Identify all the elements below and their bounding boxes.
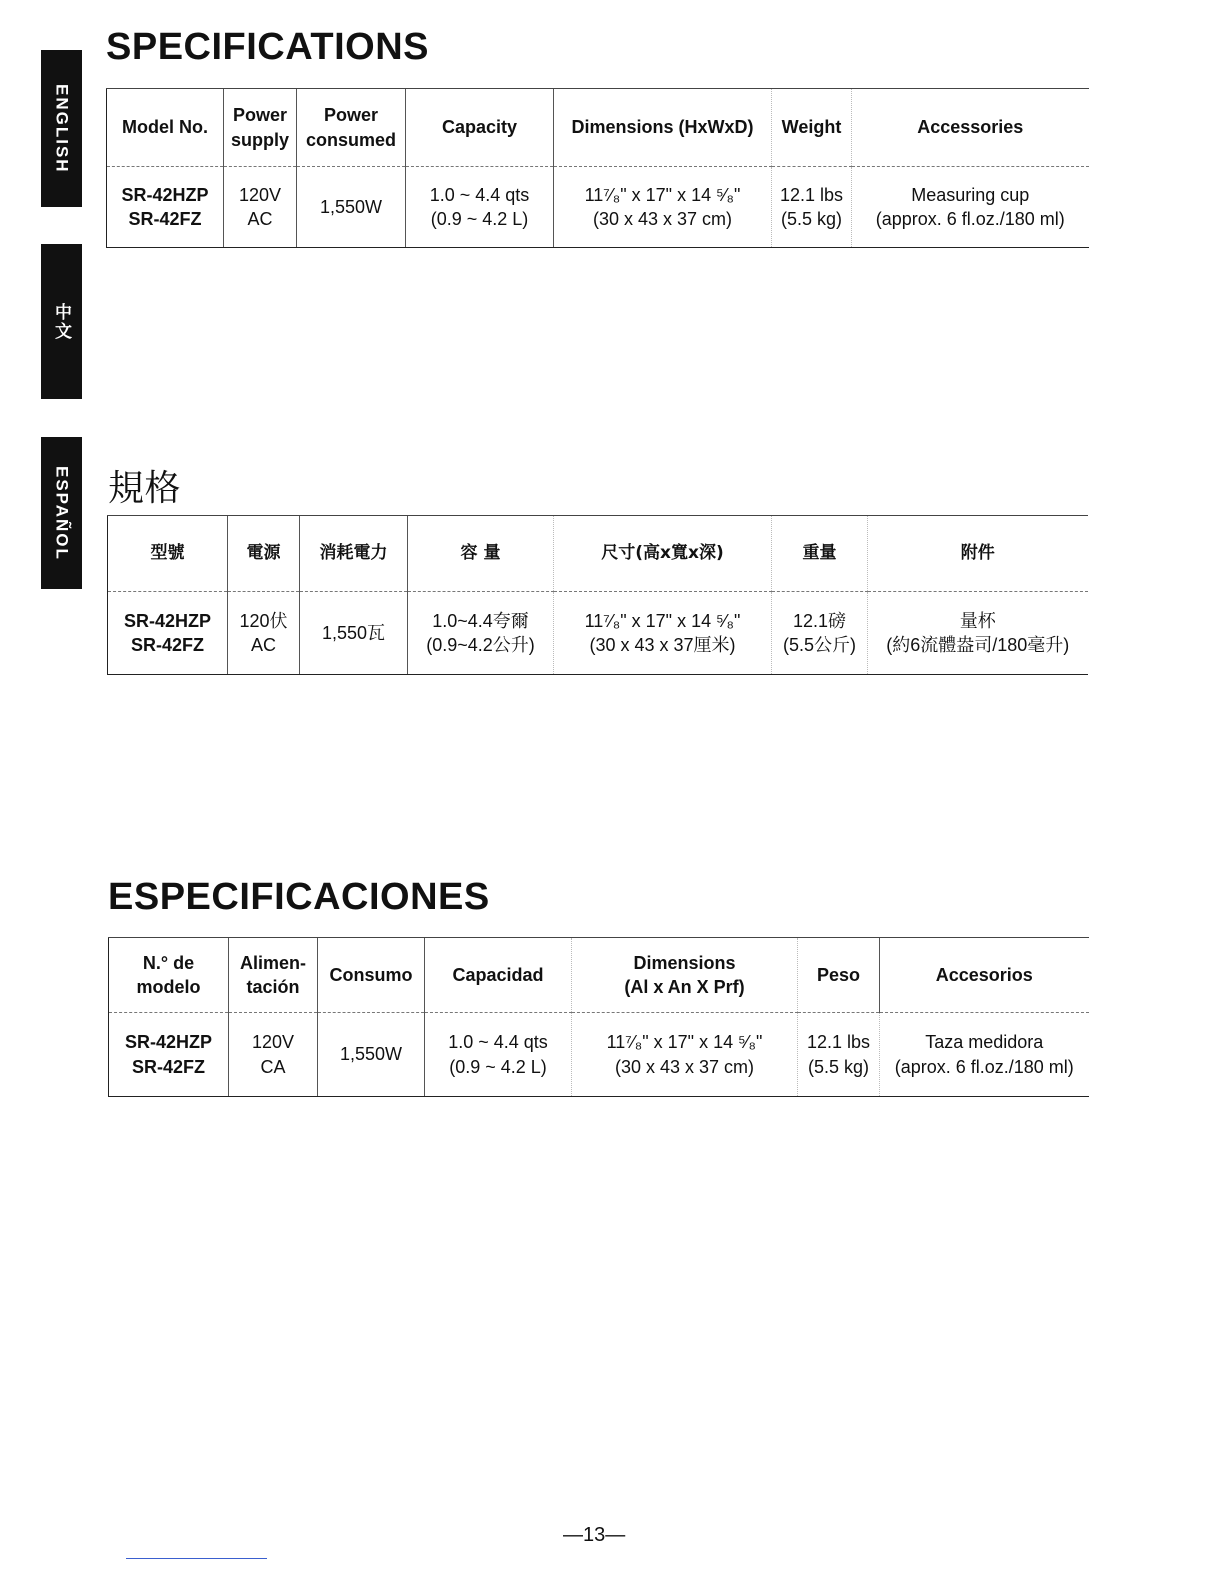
table-header-row xyxy=(107,89,1089,167)
cell-accessories: Taza medidora (aprox. 6 fl.oz./180 ml) xyxy=(880,1013,1089,1097)
header-model: 型號 xyxy=(108,516,228,592)
section-heading-chinese: 規格 xyxy=(108,468,182,509)
cell-model: SR-42HZP SR-42FZ xyxy=(109,1013,229,1097)
footer-rule xyxy=(126,1558,267,1559)
cell-accessories: 量杯 (約6流體盎司/180毫升) xyxy=(868,592,1088,675)
cell-model: SR-42HZP SR-42FZ xyxy=(107,167,224,248)
table-row xyxy=(109,1013,1089,1097)
header-power-supply: Power supply xyxy=(224,89,297,167)
tab-label: ESPAÑOL xyxy=(52,465,72,561)
language-tab-english xyxy=(41,50,82,207)
language-tab-chinese xyxy=(41,244,82,399)
header-dimensions: 尺寸(高x寬x深) xyxy=(554,516,772,592)
header-model: N.° de modelo xyxy=(109,938,229,1013)
section-heading-english: SPECIFICATIONS xyxy=(106,26,429,68)
cell-capacity: 1.0~4.4夸爾 (0.9~4.2公升) xyxy=(408,592,554,675)
cell-dimensions: 11⁷⁄₈" x 17" x 14 ⁵⁄₈" (30 x 43 x 37 cm) xyxy=(554,167,772,248)
cell-capacity: 1.0 ~ 4.4 qts (0.9 ~ 4.2 L) xyxy=(406,167,554,248)
cell-weight: 12.1 lbs (5.5 kg) xyxy=(772,167,852,248)
cell-power-consumed: 1,550瓦 xyxy=(300,592,408,675)
cell-accessories: Measuring cup (approx. 6 fl.oz./180 ml) xyxy=(852,167,1089,248)
tab-label: 中文 xyxy=(52,302,71,341)
header-accessories: 附件 xyxy=(868,516,1088,592)
header-weight: Peso xyxy=(798,938,880,1013)
cell-model: SR-42HZP SR-42FZ xyxy=(108,592,228,675)
header-power-consumed: Power consumed xyxy=(297,89,406,167)
header-weight: Weight xyxy=(772,89,852,167)
header-model: Model No. xyxy=(107,89,224,167)
section-heading-spanish: ESPECIFICACIONES xyxy=(108,876,490,918)
header-dimensions: Dimensions (HxWxD) xyxy=(554,89,772,167)
header-weight: 重量 xyxy=(772,516,868,592)
cell-power-supply: 120V AC xyxy=(224,167,297,248)
table-row xyxy=(107,167,1089,248)
cell-dimensions: 11⁷⁄₈" x 17" x 14 ⁵⁄₈" (30 x 43 x 37厘米) xyxy=(554,592,772,675)
header-power-supply: 電源 xyxy=(228,516,300,592)
header-capacity: Capacity xyxy=(406,89,554,167)
header-dimensions: Dimensions (Al x An X Prf) xyxy=(572,938,798,1013)
cell-power-supply: 120伏 AC xyxy=(228,592,300,675)
header-accessories: Accesorios xyxy=(880,938,1089,1013)
cell-power-consumed: 1,550W xyxy=(318,1013,425,1097)
cell-dimensions: 11⁷⁄₈" x 17" x 14 ⁵⁄₈" (30 x 43 x 37 cm) xyxy=(572,1013,798,1097)
table-header-row xyxy=(109,938,1089,1013)
header-capacity: Capacidad xyxy=(425,938,572,1013)
header-accessories: Accessories xyxy=(852,89,1089,167)
header-power-supply: Alimen- tación xyxy=(229,938,318,1013)
cell-weight: 12.1 lbs (5.5 kg) xyxy=(798,1013,880,1097)
spec-table-chinese xyxy=(107,515,1088,675)
cell-power-consumed: 1,550W xyxy=(297,167,406,248)
header-power-consumed: 消耗電力 xyxy=(300,516,408,592)
header-power-consumed: Consumo xyxy=(318,938,425,1013)
cell-capacity: 1.0 ~ 4.4 qts (0.9 ~ 4.2 L) xyxy=(425,1013,572,1097)
spec-table-english xyxy=(106,88,1089,248)
header-capacity: 容 量 xyxy=(408,516,554,592)
table-header-row xyxy=(108,516,1088,592)
page-number: —13— xyxy=(563,1524,626,1546)
cell-power-supply: 120V CA xyxy=(229,1013,318,1097)
language-tab-spanish xyxy=(41,437,82,589)
cell-weight: 12.1磅 (5.5公斤) xyxy=(772,592,868,675)
spec-table-spanish xyxy=(108,937,1089,1097)
tab-label: ENGLISH xyxy=(52,83,72,174)
table-row xyxy=(108,592,1088,675)
